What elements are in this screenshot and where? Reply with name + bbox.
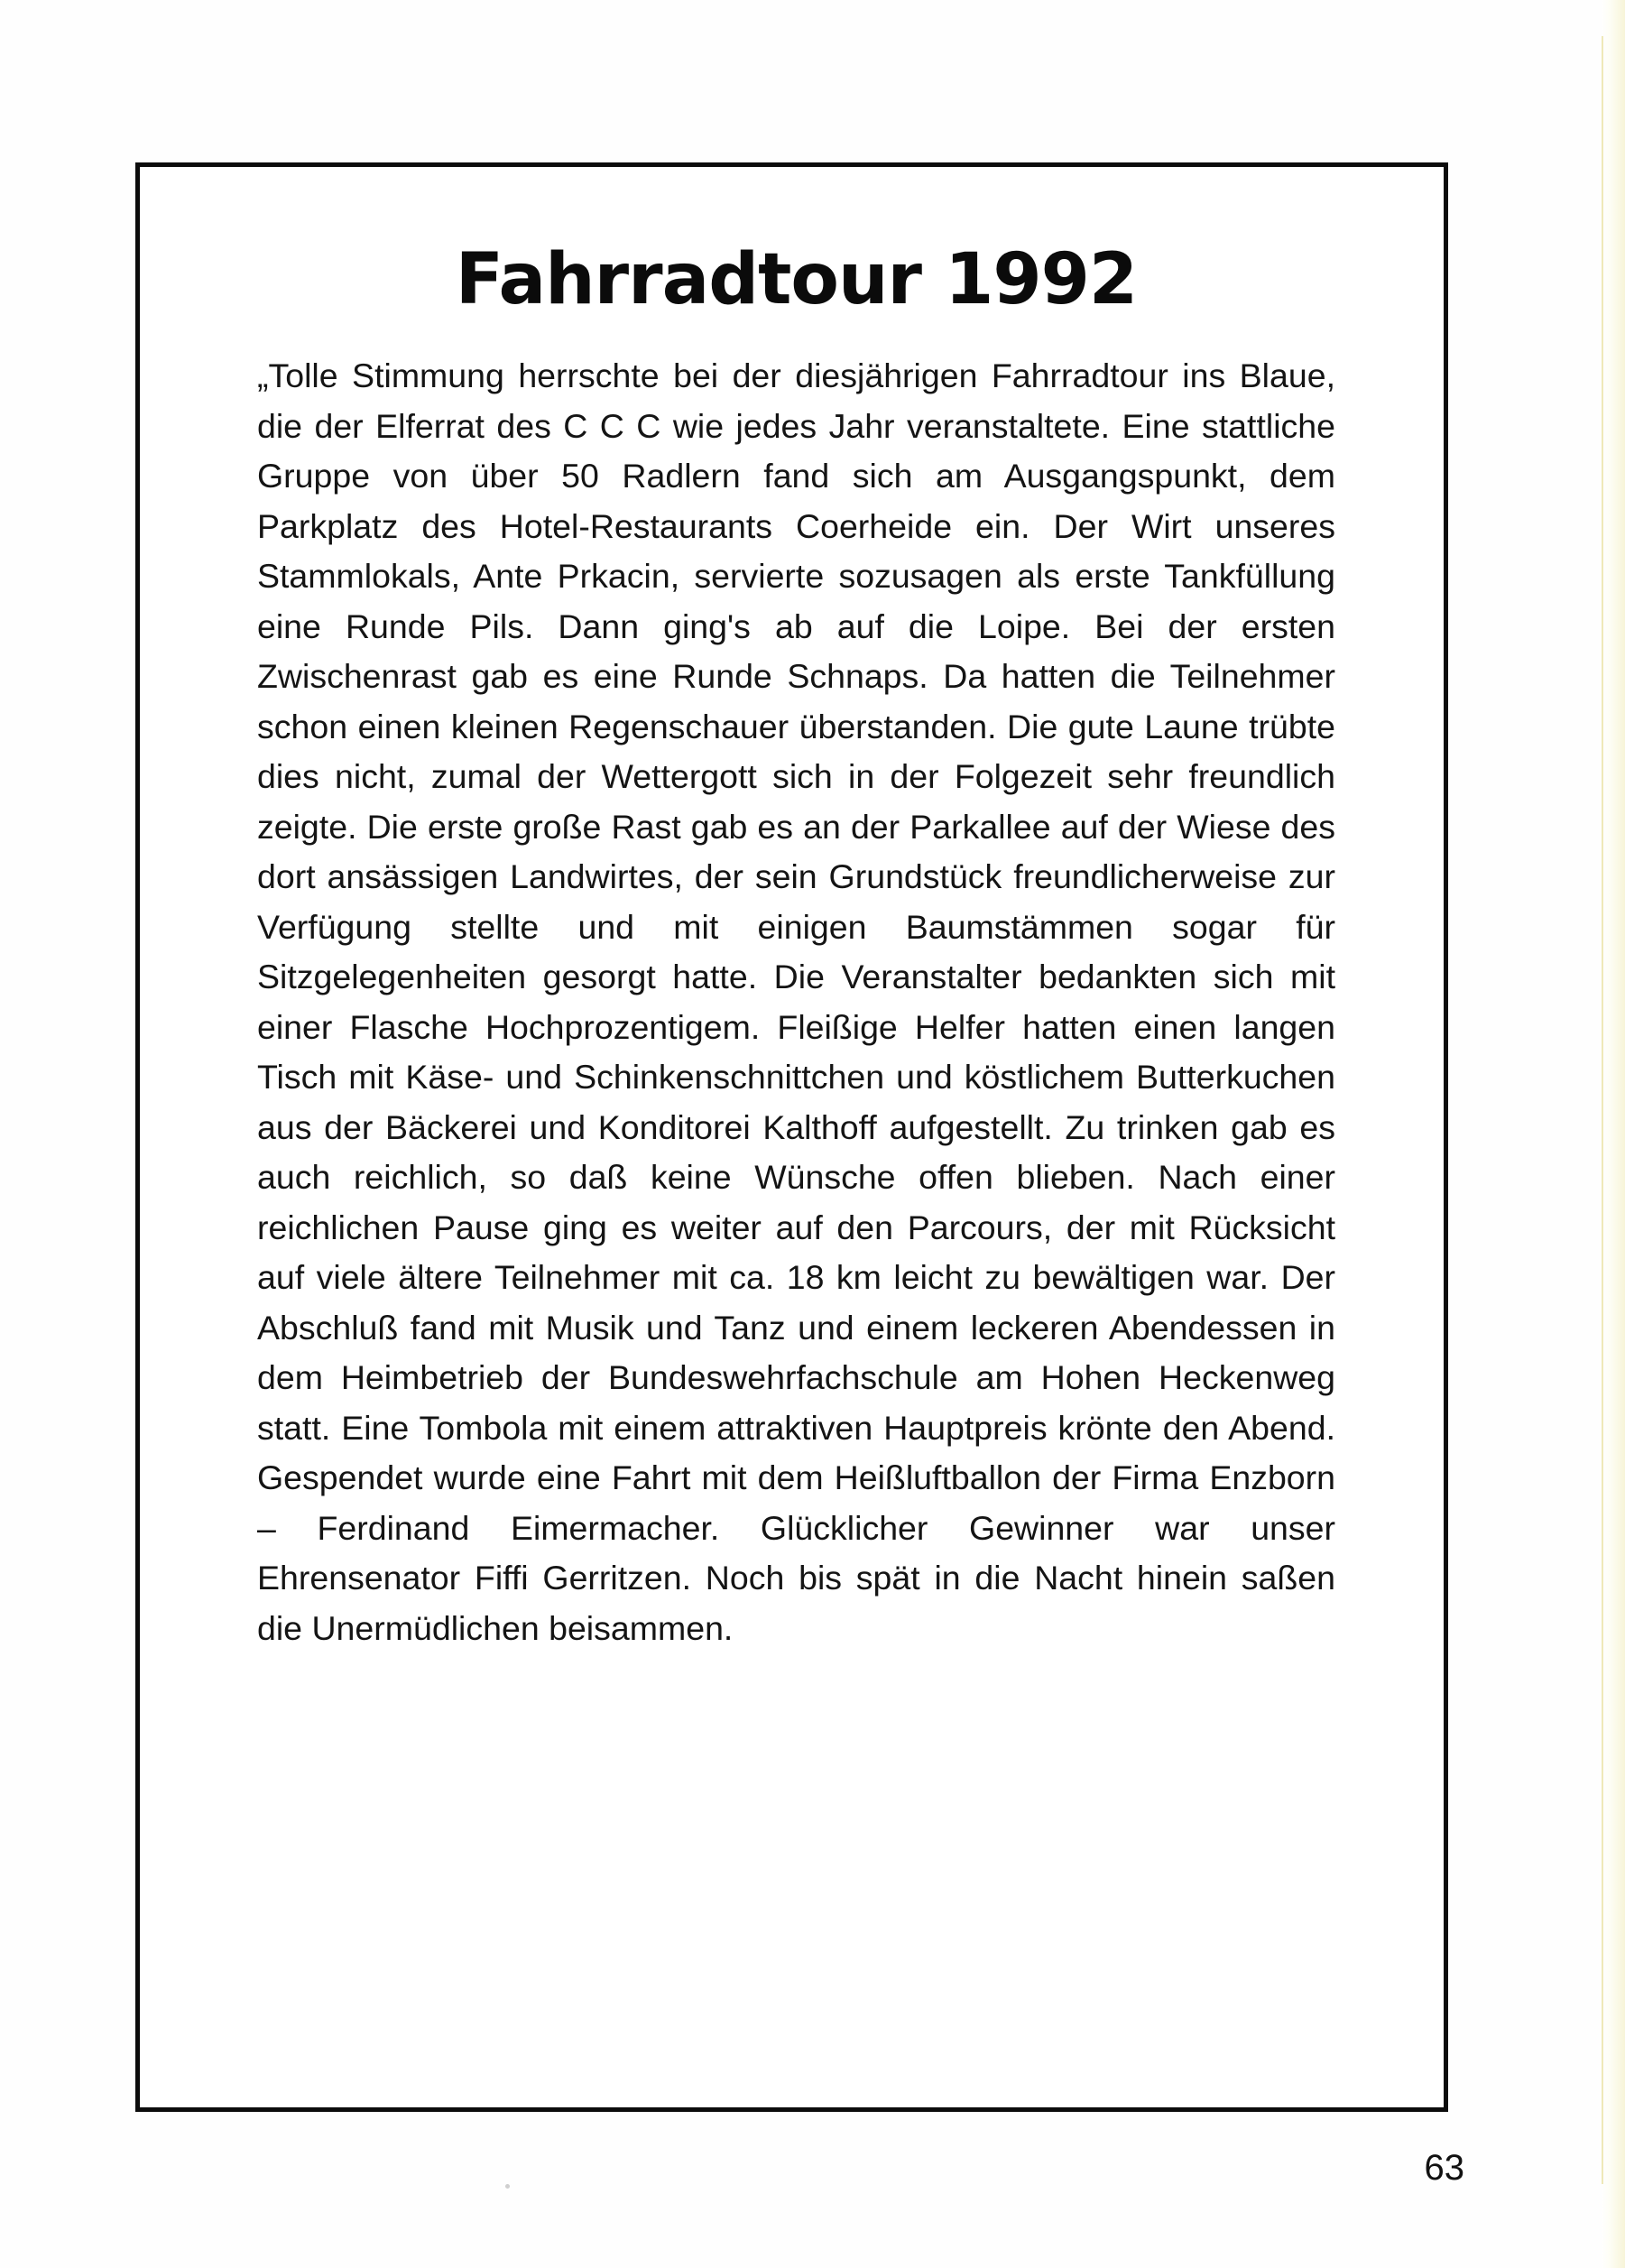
page-title: Fahrradtour 1992	[455, 239, 1138, 320]
scan-edge-strip	[1602, 0, 1625, 2268]
article-frame	[135, 162, 1448, 2112]
scan-speckle	[505, 2184, 510, 2189]
article-body-text: „Tolle Stimmung herrschte bei der diesjährigen Fahrradtour ins Blaue, die der Elferrat des C C C wie jedes Jahr veranstaltete. Eine stattliche Gruppe von über 50 Radlern fand sich am Ausgangspunkt, dem Parkplatz des Hotel-Restaurants Coerheide ein. Der Wirt unseres Stammlokals, Ante Prkacin, servierte sozusagen als erste Tankfüllung eine Runde Pils. Dann ging's ab auf die Loipe. Bei der ersten Zwischenrast gab es eine Runde Schnaps. Da hatten die Teilnehmer schon einen kleinen Regenschauer überstanden. Die gute Laune trübte dies nicht, zumal der Wettergott sich in der Folgezeit sehr freundlich zeigte. Die erste große Rast gab es an der Parkallee auf der Wiese des dort ansässigen Landwirtes, der sein Grundstück freundlicherweise zur Verfügung stellte und mit einigen Baumstämmen sogar für Sitzgelegenheiten gesorgt hatte. Die Veranstalter bedankten sich mit einer Flasche Hochprozentigem. Fleißige Helfer hatten einen langen Tisch mit Käse- und Schinkenschnittchen und köstlichem Butterkuchen aus der Bäckerei und Konditorei Kalthoff aufgestellt. Zu trinken gab es auch reichlich, so daß keine Wünsche offen blieben. Nach einer reichlichen Pause ging es weiter auf den Parcours, der mit Rücksicht auf viele ältere Teilnehmer mit ca. 18 km leicht zu bewältigen war. Der Abschluß fand mit Musik und Tanz und einem leckeren Abendessen in dem Heimbetrieb der Bundeswehrfachschule am Hohen Heckenweg statt. Eine Tombola mit einem attraktiven Hauptpreis krönte den Abend. Gespendet wurde eine Fahrt mit dem Heißluftballon der Firma Enzborn – Ferdinand Eimermacher. Glücklicher Gewinner war unser Ehrensenator Fiffi Gerritzen. Noch bis spät in die Nacht hinein saßen die Unermüdlichen beisammen.	[257, 356, 1335, 1647]
scan-edge-line	[1602, 36, 1603, 2184]
article-content	[257, 239, 1335, 1653]
page-number: 63	[1424, 2148, 1464, 2188]
